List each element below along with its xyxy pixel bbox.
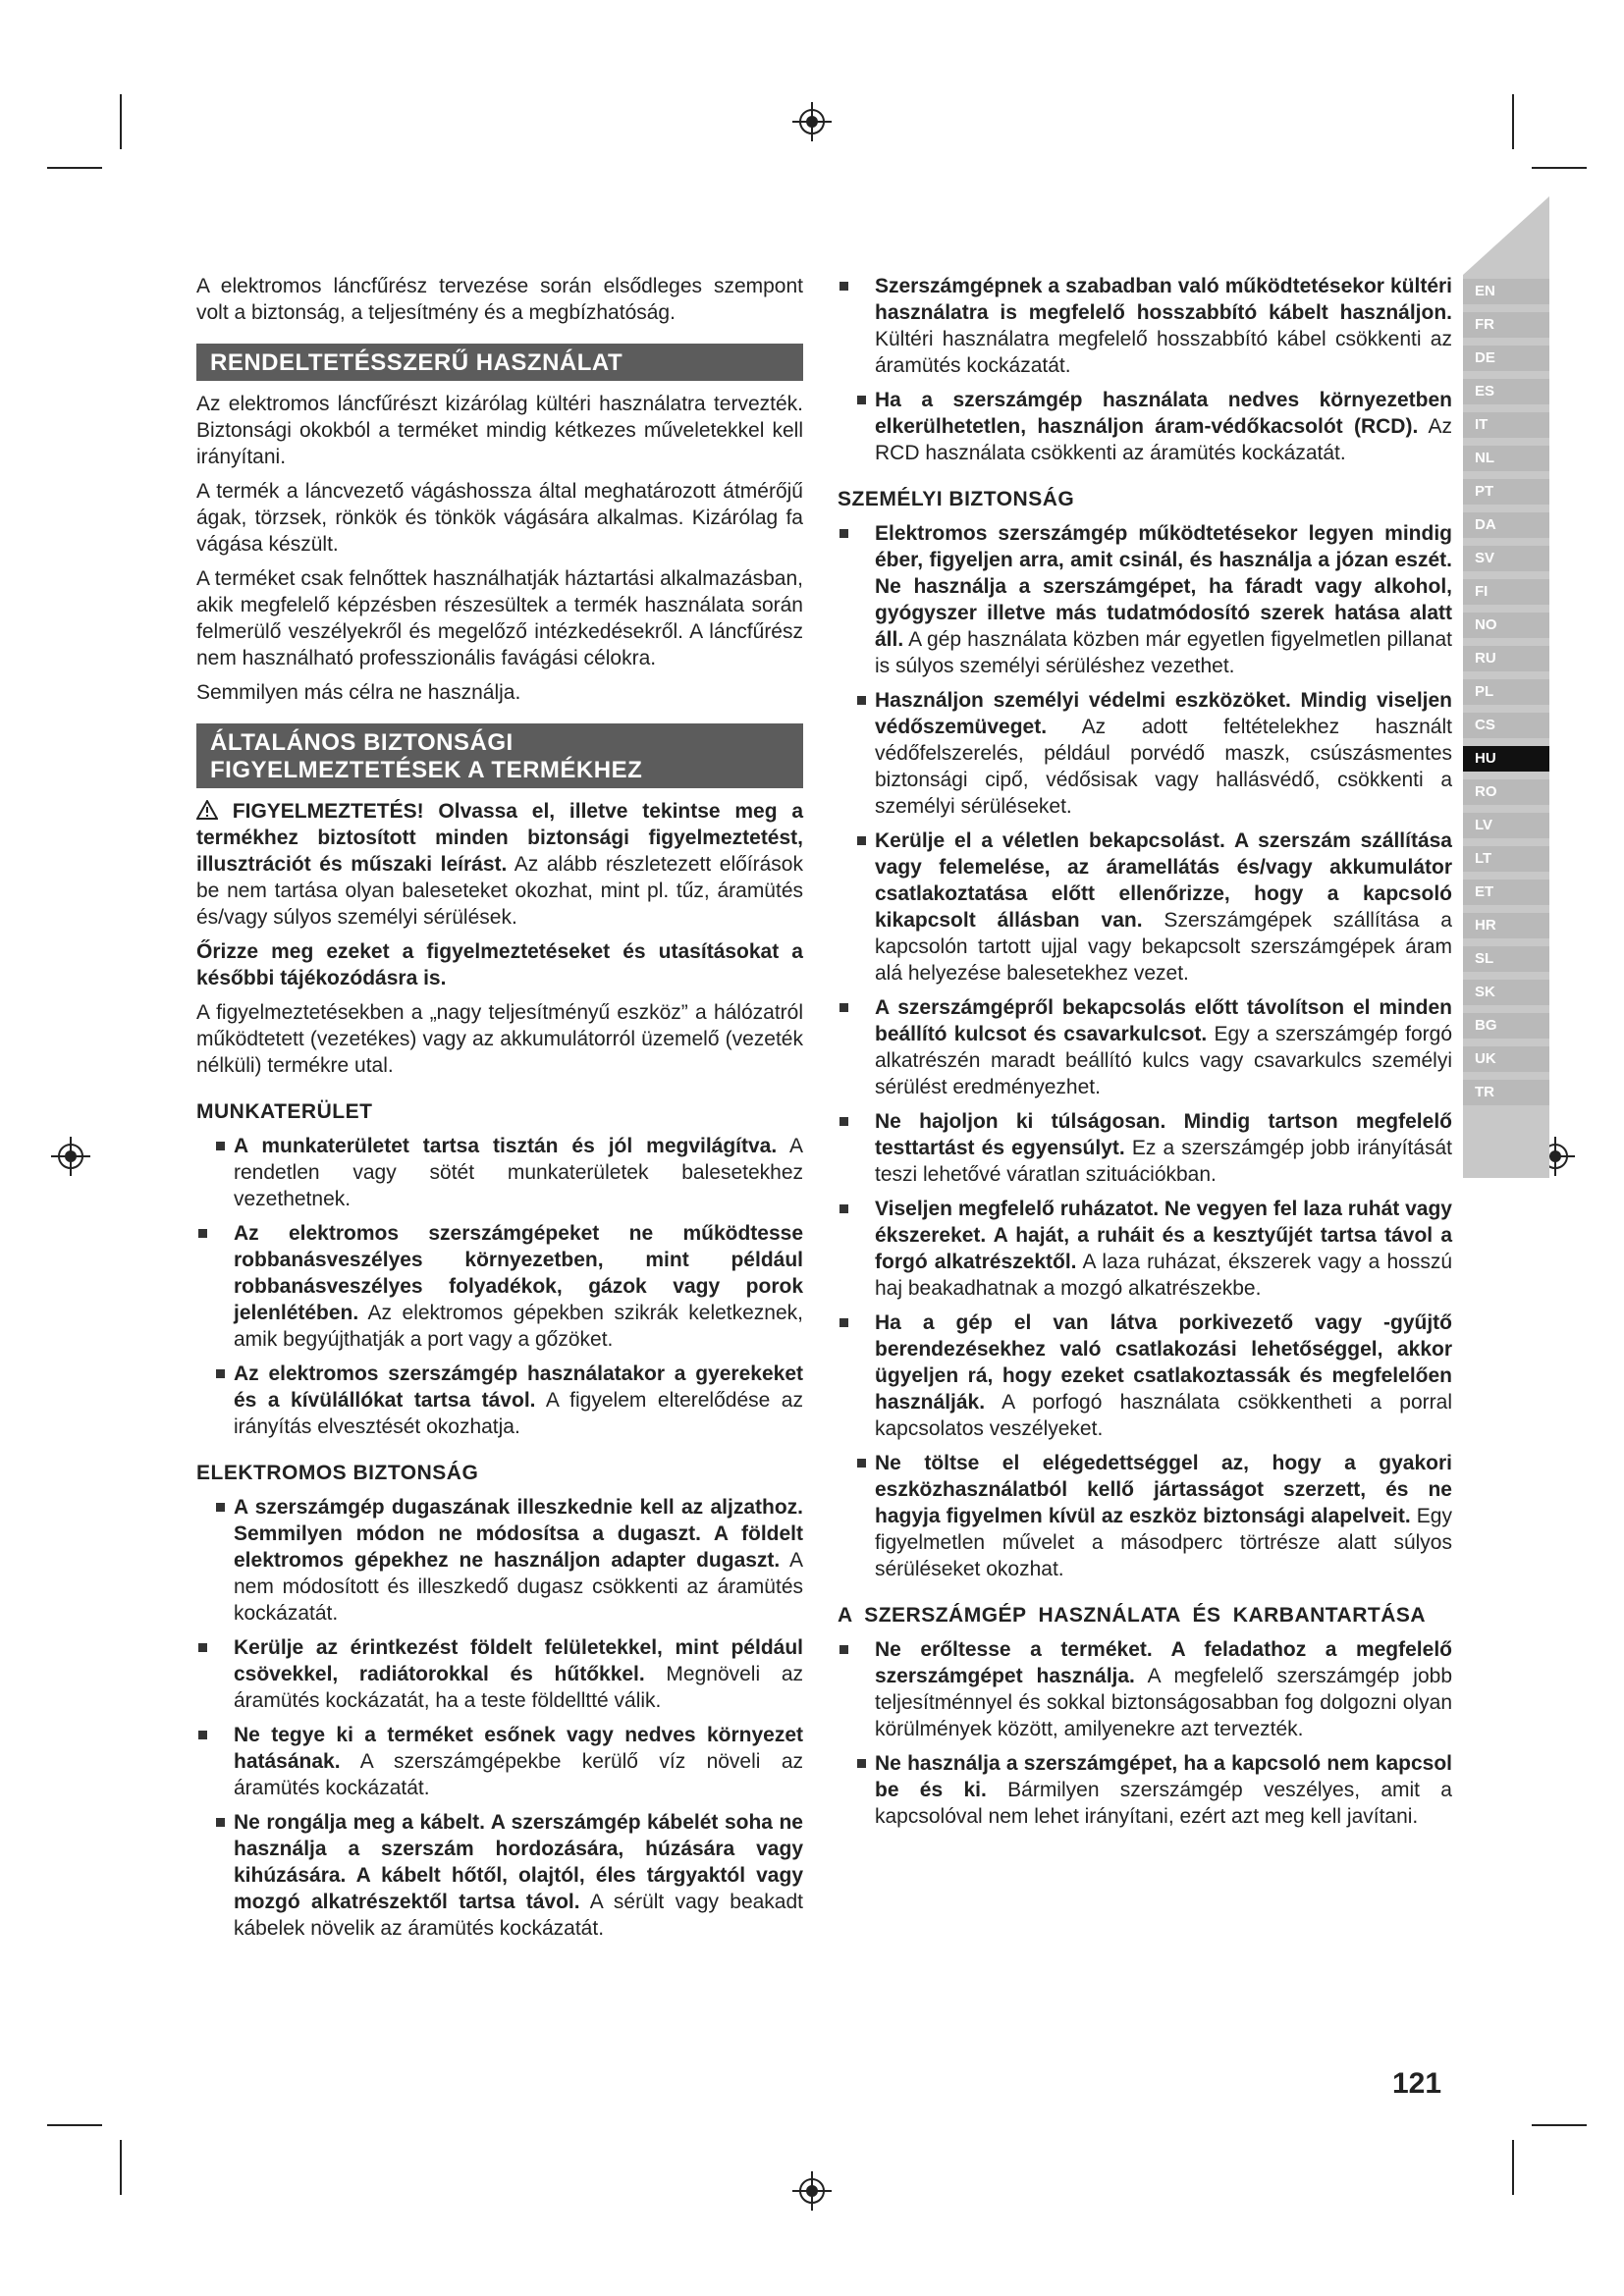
crop-mark bbox=[47, 167, 102, 169]
list-item bbox=[196, 1634, 803, 1714]
language-tab-de[interactable]: DE bbox=[1463, 346, 1549, 371]
subheading-work-area: MUNKATERÜLET bbox=[196, 1100, 373, 1123]
language-tab-lt[interactable]: LT bbox=[1463, 846, 1549, 872]
language-tab-pt[interactable]: PT bbox=[1463, 479, 1549, 505]
item-bold: Ne erőltesse a terméket. A feladathoz a megfelelő szerszámgépet használja. bbox=[875, 1638, 1452, 1687]
warning-text: Az alább részletezett előírások be nem tartása olyan baleseteket okozhat, mint pl. tűz, áramütés és/vagy súlyos személyi sérülések. bbox=[196, 853, 803, 929]
item-bold: Ne használja a szerszámgépet, ha a kapcsoló nem kapcsol be és ki. bbox=[875, 1752, 1452, 1801]
item-text: Egy a szerszámgép forgó alkatrészén maradt beállító kulcs vagy csavarkulcs személyi sérülést eredményezhet. bbox=[875, 1023, 1452, 1098]
language-tab-hu[interactable]: HU bbox=[1463, 746, 1549, 772]
list-item bbox=[838, 520, 1452, 679]
item-text: A rendetlen vagy sötét munkaterületek balesetekhez vezethetnek. bbox=[234, 1135, 803, 1210]
keep-bold: Őrizze meg ezeket a figyelmeztetéseket és utasításokat a későbbi tájékozódásra is. bbox=[196, 940, 803, 989]
list-item bbox=[838, 1450, 1452, 1582]
language-tab-no[interactable]: NO bbox=[1463, 613, 1549, 638]
list-item bbox=[196, 1494, 803, 1627]
language-tab-et[interactable]: ET bbox=[1463, 880, 1549, 905]
crop-mark bbox=[47, 2124, 102, 2126]
list-item bbox=[838, 1196, 1452, 1302]
list-item bbox=[196, 1722, 803, 1801]
intro-paragraph: A elektromos láncfűrész tervezése során elsődleges szempont volt a biztonság, a teljesítmény és a megbízhatóság. bbox=[196, 275, 803, 324]
paragraph: A terméket csak felnőttek használhatják háztartási alkalmazásban, akik megfelelő képzésben részesültek a termék használata során felmerülő veszélyekről és megelőző intézkedésekről. A láncfűrész nem használható professzionális favágási célokra. bbox=[196, 567, 803, 669]
item-bold: Az elektromos szerszámgép használatakor a gyerekeket és a kívülállókat tartsa távol. bbox=[234, 1362, 803, 1412]
item-bold: Elektromos szerszámgép működtetésekor legyen mindig éber, figyeljen arra, amit csinál, és használja a józan eszét. Ne használja a szerszámgépet, ha fáradt vagy alkohol, gyógyszer illetve más tudatmódosító szerek hatása alatt áll. bbox=[875, 522, 1452, 651]
item-text: Az RCD használata csökkenti az áramütés kockázatát. bbox=[875, 415, 1452, 464]
item-bold: Ha a szerszámgép használata nedves környezetben elkerülhetetlen, használjon áram-védőkacsolót (RCD). bbox=[875, 389, 1452, 438]
item-bold: A szerszámgépről bekapcsolás előtt távolítson el minden beállító kulcsot és csavarkulcsot. bbox=[875, 996, 1452, 1045]
item-text: Kültéri használatra megfelelő hosszabbító kábel csökkenti az áramütés kockázatát. bbox=[875, 328, 1452, 377]
warning-triangle-icon bbox=[196, 800, 218, 820]
language-tab-it[interactable]: IT bbox=[1463, 412, 1549, 438]
warning-paragraph bbox=[196, 798, 803, 931]
item-text: Ez a szerszámgép jobb irányítását teszi lehetővé váratlan szituációkban. bbox=[875, 1137, 1452, 1186]
item-bold: Ne töltse el elégedettséggel az, hogy a gyakori eszközhasználatból kellő jártasságot szerzett, és ne hagyja figyelmen kívül az eszköz biztonsági alapelveit. bbox=[875, 1452, 1452, 1527]
item-text: A laza ruházat, ékszerek vagy a hosszú haj beakadhatnak a mozgó alkatrészekbe. bbox=[875, 1251, 1452, 1300]
list-item bbox=[838, 1636, 1452, 1742]
left-column bbox=[196, 273, 803, 1949]
subheading-electrical-safety: ELEKTROMOS BIZTONSÁG bbox=[196, 1462, 479, 1484]
subheading-personal-safety: SZEMÉLYI BIZTONSÁG bbox=[838, 488, 1075, 510]
language-tab-fi[interactable]: FI bbox=[1463, 579, 1549, 605]
crop-mark bbox=[120, 94, 122, 149]
language-tab-pl[interactable]: PL bbox=[1463, 679, 1549, 705]
paragraph: Az elektromos láncfűrészt kizárólag kültéri használatra tervezték. Biztonsági okokból a terméket mindig kétkezes műveletekkel kell irányítani. bbox=[196, 393, 803, 468]
right-column bbox=[838, 273, 1452, 1838]
paragraph: Semmilyen más célra ne használja. bbox=[196, 681, 521, 704]
language-tab-bg[interactable]: BG bbox=[1463, 1013, 1549, 1039]
item-text: A figyelem elterelődése az irányítás elvesztését okozhatja. bbox=[234, 1389, 803, 1438]
item-text: Megnöveli az áramütés kockázatát, ha a teste földelltté válik. bbox=[234, 1663, 803, 1712]
item-text: A megfelelő szerszámgép jobb teljesítménnyel és sokkal biztonságosabban fog dolgozni olyan körülmények között, amilyenekre azt tervezték. bbox=[875, 1665, 1452, 1740]
item-text: A gép használata közben már egyetlen figyelmetlen pillanat is súlyos személyi sérüléshez vezethet. bbox=[875, 628, 1452, 677]
language-tab-da[interactable]: DA bbox=[1463, 512, 1549, 538]
warning-bold: FIGYELMEZTETÉS! Olvassa el, illetve tekintse meg a termékhez biztosított minden biztonsági figyelmeztetést, illusztrációt és műszaki leírást. bbox=[196, 800, 804, 876]
registration-mark-icon bbox=[792, 102, 832, 141]
item-bold: Szerszámgépnek a szabadban való működtetésekor kültéri használatra is megfelelő hosszabbító kábelt használjon. bbox=[875, 275, 1452, 324]
item-bold: A szerszámgép dugaszának illeszkednie kell az aljzathoz. Semmilyen módon ne módosítsa a dugaszt. A földelt elektromos gépekhez ne használjon adapter dugaszt. bbox=[234, 1496, 803, 1572]
list-item bbox=[838, 828, 1452, 987]
language-tab-sl[interactable]: SL bbox=[1463, 946, 1549, 972]
item-text: A sérült vagy beakadt kábelek növelik az áramütés kockázatát. bbox=[234, 1891, 803, 1940]
language-tab-uk[interactable]: UK bbox=[1463, 1046, 1549, 1072]
item-text: A porfogó használata csökkentheti a porral kapcsolatos veszélyeket. bbox=[875, 1391, 1452, 1440]
subheading-tool-use-maintenance: A SZERSZÁMGÉP HASZNÁLATA ÉS KARBANTARTÁSA bbox=[838, 1604, 1427, 1627]
item-bold: Viseljen megfelelő ruházatot. Ne vegyen fel laza ruhát vagy ékszereket. A haját, a ruháit és a kesztyűjét tartsa távol a forgó alkatrészektől. bbox=[875, 1198, 1452, 1273]
item-text: A nem módosított és illeszkedő dugasz csökkenti az áramütés kockázatát. bbox=[234, 1549, 804, 1625]
crop-mark bbox=[1532, 167, 1587, 169]
language-tab-sv[interactable]: SV bbox=[1463, 546, 1549, 571]
crop-mark bbox=[1512, 2140, 1514, 2195]
list-item bbox=[196, 1133, 803, 1212]
list-item bbox=[838, 1309, 1452, 1442]
language-tab-sk[interactable]: SK bbox=[1463, 980, 1549, 1005]
registration-mark-icon bbox=[51, 1137, 90, 1176]
language-tab-cs[interactable]: CS bbox=[1463, 713, 1549, 738]
item-bold: Ha a gép el van látva porkivezető vagy -gyűjtő berendezésekhez való csatlakozási lehetőséggel, akkor ügyeljen rá, hogy ezeket csatlakoztassák és megfelelően használják. bbox=[875, 1311, 1452, 1414]
page-number: 121 bbox=[1392, 2067, 1442, 2100]
list-item bbox=[196, 1809, 803, 1942]
item-bold: Használjon személyi védelmi eszközöket. Mindig viseljen védőszemüveget. bbox=[875, 689, 1452, 738]
item-bold: Kerülje az érintkezést földelt felületekkel, mint például csövekkel, radiátorokkal és hűtőkkel. bbox=[234, 1636, 803, 1685]
item-text: Szerszámgépek szállítása a kapcsolón tartott ujjal vagy bekapcsolt szerszámgépek áram alá helyezése balesetekhez vezet. bbox=[875, 909, 1452, 985]
banner-line: ÁLTALÁNOS BIZTONSÁGI bbox=[210, 729, 514, 756]
keep-instructions bbox=[196, 938, 803, 991]
list-item bbox=[838, 387, 1452, 466]
language-tabs bbox=[1463, 279, 1549, 1113]
item-bold: Az elektromos szerszámgépeket ne működtesse robbanásveszélyes környezetben, mint például robbanásveszélyes folyadékok, gázok vagy porok jelenlétében. bbox=[234, 1222, 803, 1324]
section-banner-intended-use: RENDELTETÉSSZERŰ HASZNÁLAT bbox=[196, 344, 803, 381]
banner-line: FIGYELMEZTETÉSEK A TERMÉKHEZ bbox=[210, 757, 643, 783]
list-item bbox=[196, 1361, 803, 1440]
item-text: Az elektromos gépekben szikrák keletkeznek, amik begyújthatják a port vagy a gőzöket. bbox=[234, 1302, 803, 1351]
registration-mark-icon bbox=[792, 2171, 832, 2211]
language-tab-lv[interactable]: LV bbox=[1463, 813, 1549, 838]
language-tab-hr[interactable]: HR bbox=[1463, 913, 1549, 938]
language-tab-en[interactable]: EN bbox=[1463, 279, 1549, 304]
list-item bbox=[838, 1108, 1452, 1188]
item-text: Az adott feltételekhez használt védőfelszerelés, például porvédő maszk, csúszásmentes biztonsági cipő, védősisak vagy hallásvédő, csökkenti a személyi sérüléseket. bbox=[875, 716, 1452, 818]
list-item bbox=[838, 687, 1452, 820]
item-bold: A munkaterületet tartsa tisztán és jól megvilágítva. bbox=[234, 1135, 778, 1157]
language-tab-ro[interactable]: RO bbox=[1463, 779, 1549, 805]
list-item bbox=[838, 1750, 1452, 1830]
section-banner-general-safety bbox=[196, 723, 803, 788]
item-bold: Ne tegye ki a terméket esőnek vagy nedves környezet hatásának. bbox=[234, 1724, 803, 1773]
item-bold: Ne rongálja meg a kábelt. A szerszámgép kábelét soha ne használja a szerszám hordozására, húzására vagy kihúzására. A kábelt hőtől, olajtól, éles tárgyaktól vagy mozgó alkatrészektől tartsa távol. bbox=[234, 1811, 803, 1913]
crop-mark bbox=[1532, 2124, 1587, 2126]
language-tab-tr[interactable]: TR bbox=[1463, 1080, 1549, 1105]
item-text: Bármilyen szerszámgép veszélyes, amit a kapcsolóval nem lehet irányítani, ezért azt meg kell javítani. bbox=[875, 1779, 1452, 1828]
list-item bbox=[838, 994, 1452, 1100]
language-tab-es[interactable]: ES bbox=[1463, 379, 1549, 404]
item-bold: Kerülje el a véletlen bekapcsolást. A szerszám szállítása vagy felemelése, az áramellátás és/vagy akkumulátor csatlakoztatása előtt ellenőrizze, hogy a kapcsoló kikapcsolt állásban van. bbox=[875, 829, 1452, 932]
item-bold: Ne hajoljon ki túlságosan. Mindig tartson megfelelő testtartást és egyensúlyt. bbox=[875, 1110, 1452, 1159]
list-item bbox=[196, 1220, 803, 1353]
language-tab-ru[interactable]: RU bbox=[1463, 646, 1549, 671]
item-text: A szerszámgépekbe kerülő víz növeli az áramütés kockázatát. bbox=[234, 1750, 803, 1799]
item-text: Egy figyelmetlen művelet a másodperc törtrésze alatt súlyos sérüléseket okozhat. bbox=[875, 1505, 1452, 1580]
language-tab-fr[interactable]: FR bbox=[1463, 312, 1549, 338]
crop-mark bbox=[1512, 94, 1514, 149]
list-item bbox=[838, 273, 1452, 379]
paragraph: A termék a láncvezető vágáshossza által meghatározott átmérőjű ágak, törzsek, rönkök és tönkök vágására alkalmas. Kizárólag fa vágása készült. bbox=[196, 480, 803, 556]
paragraph: A figyelmeztetésekben a „nagy teljesítményű eszköz” a hálózatról működtetett (vezetékes) vagy az akkumulátorról üzemelő (vezeték nélküli) termékre utal. bbox=[196, 1001, 803, 1077]
language-tab-nl[interactable]: NL bbox=[1463, 446, 1549, 471]
crop-mark bbox=[120, 2140, 122, 2195]
